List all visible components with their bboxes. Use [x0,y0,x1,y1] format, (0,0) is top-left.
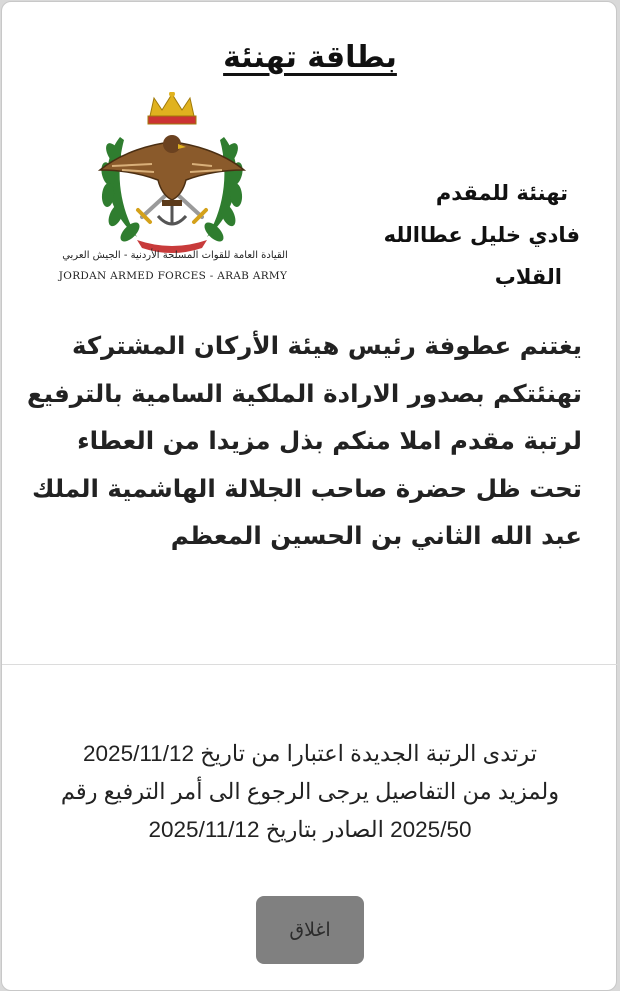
close-button[interactable]: اغلاق [256,896,364,964]
congratulation-message [22,322,582,560]
promotion-details [22,735,598,849]
addressee-greeting: تهنئة للمقدم [435,181,568,205]
addressee-place: القلاب [494,265,562,289]
emblem-arabic-caption: القيادة العامة للقوات المسلحة الأردنية - الجيش العربي [62,250,288,261]
message-line: عبد الله الثاني بن الحسين المعظم [170,521,582,550]
footer-line: 2025/50 الصادر بتاريخ 2025/11/12 [148,817,472,842]
message-line: يغتنم عطوفة رئيس هيئة الأركان المشتركة [72,331,582,360]
section-divider [2,664,618,665]
card-title: بطاقة تهنئة [223,40,397,75]
message-line: لرتبة مقدم املا منكم بذل مزيدا من العطاء [77,426,582,455]
emblem-english-caption: JORDAN ARMED FORCES - ARAB ARMY [58,270,288,282]
footer-line: ترتدى الرتبة الجديدة اعتبارا من تاريخ 2025/11/12 [83,741,537,766]
message-line: تحت ظل حضرة صاحب الجلالة الهاشمية الملك [32,473,582,503]
addressee-block [320,172,580,298]
message-line: تهنئتكم بصدور الارادة الملكية السامية بالترفيع [27,378,582,408]
congratulation-card [1,1,617,991]
footer-line: ولمزيد من التفاصيل يرجى الرجوع الى أمر الترفيع رقم [60,779,560,804]
jordan-armed-forces-emblem-icon [42,92,302,287]
addressee-name: فادي خليل عطاالله [383,223,580,247]
